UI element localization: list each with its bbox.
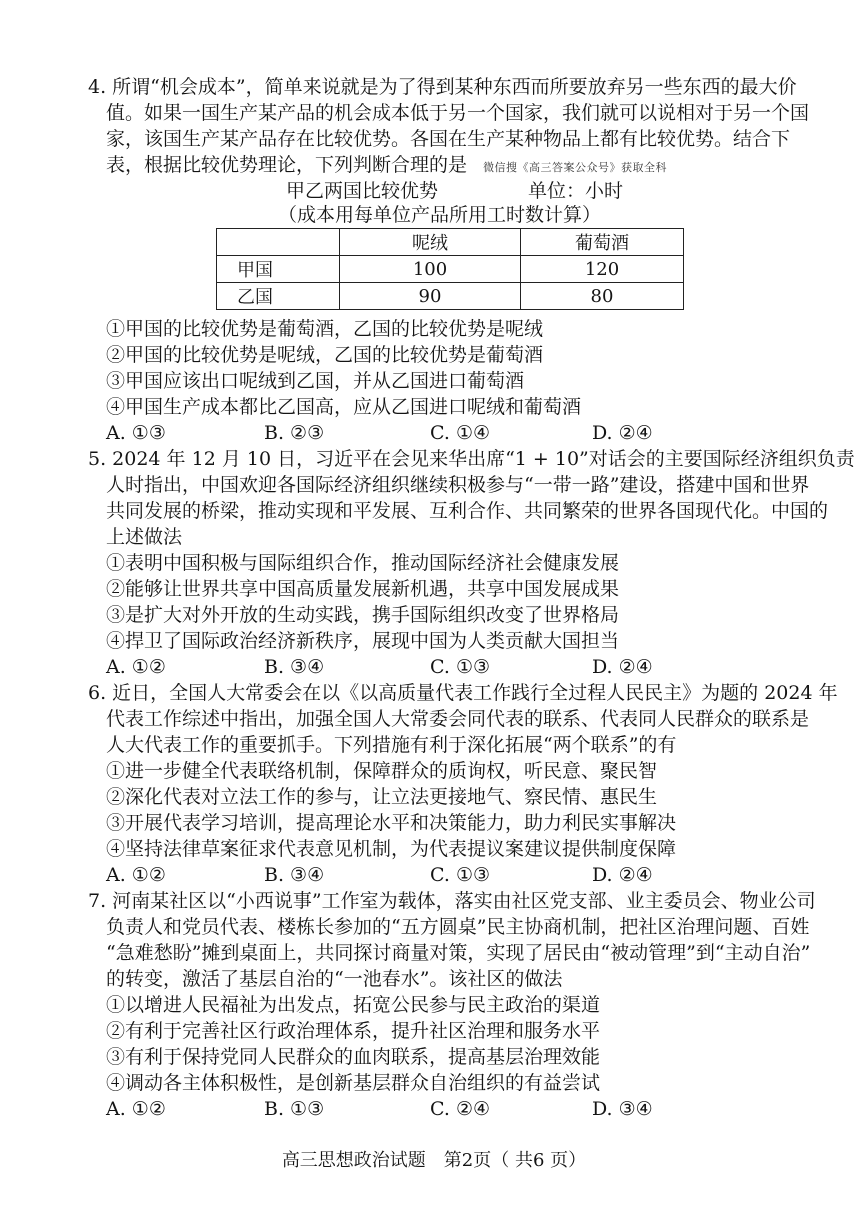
table-cell: 80 xyxy=(521,283,684,310)
q4-statement-3: ③甲国应该出口呢绒到乙国，并从乙国进口葡萄酒 xyxy=(106,370,525,392)
table-header-row xyxy=(217,229,684,256)
q7-statement-1: ①以增进人民福祉为出发点，拓宽公民参与民主政治的渠道 xyxy=(106,994,601,1016)
q5-statement-3: ③是扩大对外开放的生动实践，携手国际组织改变了世界格局 xyxy=(106,604,620,626)
table-cell: 120 xyxy=(521,256,684,283)
q4-statement-2: ②甲国的比较优势是呢绒，乙国的比较优势是葡萄酒 xyxy=(106,344,544,366)
option-d: D. ②④ xyxy=(592,656,653,678)
q4-options xyxy=(106,420,766,446)
q5-stem-line-2: 人时指出，中国欢迎各国际经济组织继续积极参与“一带一路”建设，搭建中国和世界 xyxy=(106,474,810,496)
table-cell: 90 xyxy=(340,283,521,310)
option-b: B. ②③ xyxy=(264,422,325,444)
q5-statement-1: ①表明中国积极与国际组织合作，推动国际经济社会健康发展 xyxy=(106,552,620,574)
option-c: C. ①③ xyxy=(430,864,491,886)
option-b: B. ③④ xyxy=(264,656,325,678)
q4-stem-line-4 xyxy=(106,152,667,181)
table-row xyxy=(217,283,684,310)
q5-stem-line-3: 共同发展的桥梁，推动实现和平发展、互利合作、共同繁荣的世界各国现代化。中国的 xyxy=(106,500,829,522)
option-a: A. ①② xyxy=(106,1098,166,1120)
table-unit: 单位：小时 xyxy=(528,180,624,202)
watermark-text: 微信搜《高三答案公众号》获取全科 xyxy=(483,161,668,174)
option-a: A. ①③ xyxy=(106,422,166,444)
option-a: A. ①② xyxy=(106,656,166,678)
option-b: B. ①③ xyxy=(264,1098,325,1120)
option-c: C. ②④ xyxy=(430,1098,491,1120)
table-title: 甲乙两国比较优势 xyxy=(286,180,439,202)
table-row xyxy=(217,256,684,283)
page-footer: 高三思想政治试题 第2页（ 共6 页） xyxy=(281,1150,587,1171)
q6-statement-2: ②深化代表对立法工作的参与，让立法更接地气、察民情、惠民生 xyxy=(106,786,658,808)
q4-stem-line-1: 4. 所谓“机会成本”，简单来说就是为了得到某种东西而所要放弃另一些东西的最大价 xyxy=(88,76,797,98)
q7-statement-2: ②有利于完善社区行政治理体系，提升社区治理和服务水平 xyxy=(106,1020,601,1042)
table-header-cell: 葡萄酒 xyxy=(521,229,684,256)
table-subtitle: （成本用每单位产品所用工时数计算） xyxy=(278,204,602,226)
q5-statement-2: ②能够让世界共享中国高质量发展新机遇，共享中国发展成果 xyxy=(106,578,620,600)
table-cell: 100 xyxy=(340,256,521,283)
option-d: D. ②④ xyxy=(592,864,653,886)
q7-statement-3: ③有利于保持党同人民群众的血肉联系，提高基层治理效能 xyxy=(106,1046,601,1068)
comparison-table xyxy=(216,228,684,310)
q5-stem-line-4: 上述做法 xyxy=(106,526,183,548)
q7-options xyxy=(106,1096,766,1122)
q6-statement-3: ③开展代表学习培训，提高理论水平和决策能力，助力利民实事解决 xyxy=(106,812,677,834)
option-d: D. ②④ xyxy=(592,422,653,444)
q6-stem-line-2: 代表工作综述中指出，加强全国人大常委会同代表的联系、代表同人民群众的联系是 xyxy=(106,708,810,730)
q7-statement-4: ④调动各主体积极性，是创新基层群众自治组织的有益尝试 xyxy=(106,1072,601,1094)
q6-statement-4: ④坚持法律草案征求代表意见机制，为代表提议案建议提供制度保障 xyxy=(106,838,677,860)
q5-options xyxy=(106,654,766,680)
q5-stem-line-1: 5. 2024 年 12 月 10 日，习近平在会见来华出席“1 + 10”对话会的主要国际经济组织负责 xyxy=(88,448,855,470)
q6-statement-1: ①进一步健全代表联络机制，保障群众的质询权，听民意、聚民智 xyxy=(106,760,658,782)
q4-stem-line-2: 值。如果一国生产某产品的机会成本低于另一个国家，我们就可以说相对于另一个国 xyxy=(106,102,810,124)
table-row-header: 甲国 xyxy=(217,256,340,283)
q4-stem-text: 表，根据比较优势理论，下列判断合理的是 xyxy=(106,154,468,176)
q4-stem-line-3: 家，该国生产某产品存在比较优势。各国在生产某种物品上都有比较优势。结合下 xyxy=(106,128,791,150)
q6-stem-line-3: 人大代表工作的重要抓手。下列措施有利于深化拓展“两个联系”的有 xyxy=(106,734,677,756)
q5-statement-4: ④捍卫了国际政治经济新秩序，展现中国为人类贡献大国担当 xyxy=(106,630,620,652)
q4-statement-4: ④甲国生产成本都比乙国高，应从乙国进口呢绒和葡萄酒 xyxy=(106,396,582,418)
q7-stem-line-4: 的转变，激活了基层自治的“一池春水”。该社区的做法 xyxy=(106,968,563,990)
q7-stem-line-1: 7. 河南某社区以“小西说事”工作室为载体，落实由社区党支部、业主委员会、物业公司 xyxy=(88,890,816,912)
table-row-header: 乙国 xyxy=(217,283,340,310)
table-header-cell: 呢绒 xyxy=(340,229,521,256)
table-header-cell xyxy=(217,229,340,256)
option-c: C. ①③ xyxy=(430,656,491,678)
option-c: C. ①④ xyxy=(430,422,491,444)
q7-stem-line-2: 负责人和党员代表、楼栋长参加的“五方圆桌”民主协商机制，把社区治理问题、百姓 xyxy=(106,916,810,938)
q4-statement-1: ①甲国的比较优势是葡萄酒，乙国的比较优势是呢绒 xyxy=(106,318,544,340)
q6-stem-line-1: 6. 近日，全国人大常委会在以《以高质量代表工作践行全过程人民民主》为题的 2024 年 xyxy=(88,682,838,704)
option-d: D. ③④ xyxy=(592,1098,653,1120)
q6-options xyxy=(106,862,766,888)
q7-stem-line-3: “急难愁盼”摊到桌面上，共同探讨商量对策，实现了居民由“被动管理”到“主动自治” xyxy=(106,942,811,964)
option-b: B. ③④ xyxy=(264,864,325,886)
option-a: A. ①② xyxy=(106,864,166,886)
